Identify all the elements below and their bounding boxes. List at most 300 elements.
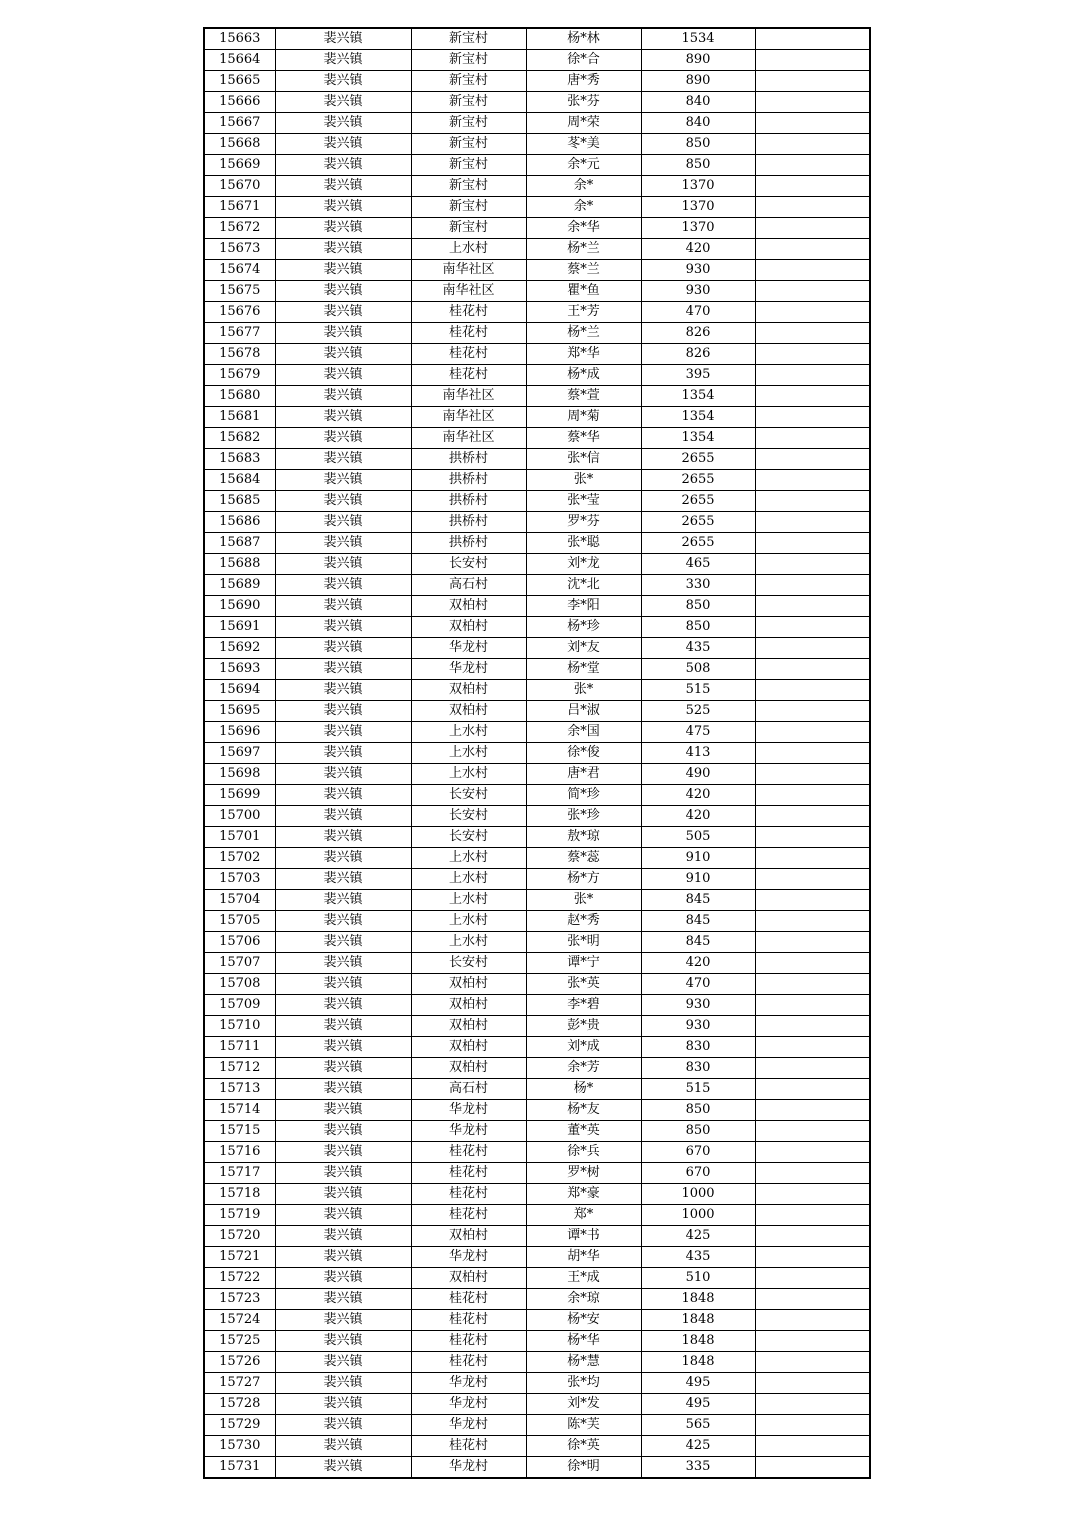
remark-cell [755, 1415, 870, 1436]
village-cell: 桂花村 [411, 1352, 526, 1373]
town-cell: 裴兴镇 [275, 1100, 411, 1121]
table-row [204, 1331, 870, 1352]
serial-number-cell: 15677 [204, 323, 275, 344]
serial-number-cell: 15667 [204, 113, 275, 134]
serial-number-cell: 15694 [204, 680, 275, 701]
remark-cell [755, 302, 870, 323]
serial-number-cell: 15705 [204, 911, 275, 932]
village-cell: 南华社区 [411, 428, 526, 449]
name-cell: 彭*贵 [526, 1016, 641, 1037]
amount-cell: 425 [641, 1226, 755, 1247]
table-row [204, 785, 870, 806]
town-cell: 裴兴镇 [275, 617, 411, 638]
table-row [204, 134, 870, 155]
village-cell: 华龙村 [411, 1121, 526, 1142]
remark-cell [755, 1226, 870, 1247]
data-table [203, 27, 871, 1479]
name-cell: 唐*君 [526, 764, 641, 785]
table-row [204, 806, 870, 827]
amount-cell: 826 [641, 323, 755, 344]
town-cell: 裴兴镇 [275, 680, 411, 701]
remark-cell [755, 1037, 870, 1058]
village-cell: 拱桥村 [411, 533, 526, 554]
amount-cell: 890 [641, 71, 755, 92]
table-row [204, 386, 870, 407]
town-cell: 裴兴镇 [275, 470, 411, 491]
town-cell: 裴兴镇 [275, 28, 411, 50]
town-cell: 裴兴镇 [275, 554, 411, 575]
town-cell: 裴兴镇 [275, 785, 411, 806]
table-row [204, 869, 870, 890]
name-cell: 杨*珍 [526, 617, 641, 638]
amount-cell: 2655 [641, 512, 755, 533]
table-row [204, 344, 870, 365]
table-row [204, 827, 870, 848]
name-cell: 张* [526, 680, 641, 701]
serial-number-cell: 15693 [204, 659, 275, 680]
name-cell: 郑*华 [526, 344, 641, 365]
table-row [204, 596, 870, 617]
remark-cell [755, 113, 870, 134]
serial-number-cell: 15691 [204, 617, 275, 638]
name-cell: 徐*明 [526, 1457, 641, 1479]
village-cell: 桂花村 [411, 1436, 526, 1457]
table-row [204, 890, 870, 911]
remark-cell [755, 1205, 870, 1226]
remark-cell [755, 281, 870, 302]
remark-cell [755, 659, 870, 680]
amount-cell: 475 [641, 722, 755, 743]
amount-cell: 505 [641, 827, 755, 848]
remark-cell [755, 890, 870, 911]
village-cell: 桂花村 [411, 1205, 526, 1226]
remark-cell [755, 428, 870, 449]
serial-number-cell: 15723 [204, 1289, 275, 1310]
serial-number-cell: 15707 [204, 953, 275, 974]
remark-cell [755, 323, 870, 344]
serial-number-cell: 15729 [204, 1415, 275, 1436]
town-cell: 裴兴镇 [275, 491, 411, 512]
remark-cell [755, 1436, 870, 1457]
village-cell: 桂花村 [411, 1184, 526, 1205]
town-cell: 裴兴镇 [275, 1016, 411, 1037]
name-cell: 余*琼 [526, 1289, 641, 1310]
amount-cell: 930 [641, 260, 755, 281]
amount-cell: 2655 [641, 533, 755, 554]
table-row [204, 92, 870, 113]
remark-cell [755, 554, 870, 575]
table-row [204, 995, 870, 1016]
serial-number-cell: 15728 [204, 1394, 275, 1415]
serial-number-cell: 15702 [204, 848, 275, 869]
amount-cell: 470 [641, 974, 755, 995]
town-cell: 裴兴镇 [275, 260, 411, 281]
table-row [204, 743, 870, 764]
amount-cell: 1000 [641, 1205, 755, 1226]
serial-number-cell: 15666 [204, 92, 275, 113]
village-cell: 上水村 [411, 869, 526, 890]
remark-cell [755, 344, 870, 365]
serial-number-cell: 15726 [204, 1352, 275, 1373]
remark-cell [755, 1457, 870, 1479]
village-cell: 双柏村 [411, 680, 526, 701]
village-cell: 南华社区 [411, 281, 526, 302]
serial-number-cell: 15727 [204, 1373, 275, 1394]
remark-cell [755, 1184, 870, 1205]
name-cell: 杨*堂 [526, 659, 641, 680]
name-cell: 杨*友 [526, 1100, 641, 1121]
remark-cell [755, 28, 870, 50]
remark-cell [755, 1121, 870, 1142]
amount-cell: 1370 [641, 197, 755, 218]
amount-cell: 515 [641, 680, 755, 701]
remark-cell [755, 239, 870, 260]
amount-cell: 515 [641, 1079, 755, 1100]
town-cell: 裴兴镇 [275, 92, 411, 113]
amount-cell: 670 [641, 1163, 755, 1184]
village-cell: 双柏村 [411, 1058, 526, 1079]
remark-cell [755, 1310, 870, 1331]
serial-number-cell: 15692 [204, 638, 275, 659]
serial-number-cell: 15699 [204, 785, 275, 806]
table-row [204, 1142, 870, 1163]
table-row [204, 1394, 870, 1415]
name-cell: 杨*华 [526, 1331, 641, 1352]
serial-number-cell: 15675 [204, 281, 275, 302]
serial-number-cell: 15710 [204, 1016, 275, 1037]
village-cell: 新宝村 [411, 176, 526, 197]
town-cell: 裴兴镇 [275, 764, 411, 785]
name-cell: 赵*秀 [526, 911, 641, 932]
remark-cell [755, 911, 870, 932]
town-cell: 裴兴镇 [275, 701, 411, 722]
name-cell: 张*明 [526, 932, 641, 953]
remark-cell [755, 1352, 870, 1373]
table-row [204, 1457, 870, 1479]
name-cell: 杨*兰 [526, 323, 641, 344]
name-cell: 沈*北 [526, 575, 641, 596]
village-cell: 双柏村 [411, 1037, 526, 1058]
town-cell: 裴兴镇 [275, 323, 411, 344]
serial-number-cell: 15665 [204, 71, 275, 92]
village-cell: 桂花村 [411, 1163, 526, 1184]
amount-cell: 490 [641, 764, 755, 785]
amount-cell: 840 [641, 92, 755, 113]
village-cell: 华龙村 [411, 1100, 526, 1121]
remark-cell [755, 806, 870, 827]
remark-cell [755, 1100, 870, 1121]
village-cell: 长安村 [411, 806, 526, 827]
name-cell: 谭*宁 [526, 953, 641, 974]
serial-number-cell: 15687 [204, 533, 275, 554]
amount-cell: 1848 [641, 1352, 755, 1373]
amount-cell: 850 [641, 1100, 755, 1121]
name-cell: 张*英 [526, 974, 641, 995]
town-cell: 裴兴镇 [275, 1394, 411, 1415]
town-cell: 裴兴镇 [275, 1226, 411, 1247]
village-cell: 双柏村 [411, 617, 526, 638]
serial-number-cell: 15717 [204, 1163, 275, 1184]
remark-cell [755, 50, 870, 71]
name-cell: 王*成 [526, 1268, 641, 1289]
name-cell: 陈*芙 [526, 1415, 641, 1436]
amount-cell: 850 [641, 155, 755, 176]
serial-number-cell: 15663 [204, 28, 275, 50]
village-cell: 上水村 [411, 722, 526, 743]
remark-cell [755, 71, 870, 92]
name-cell: 吕*淑 [526, 701, 641, 722]
village-cell: 华龙村 [411, 638, 526, 659]
table-row [204, 1436, 870, 1457]
amount-cell: 1848 [641, 1310, 755, 1331]
table-row [204, 1079, 870, 1100]
name-cell: 董*英 [526, 1121, 641, 1142]
amount-cell: 845 [641, 890, 755, 911]
remark-cell [755, 596, 870, 617]
town-cell: 裴兴镇 [275, 428, 411, 449]
amount-cell: 465 [641, 554, 755, 575]
name-cell: 张* [526, 890, 641, 911]
town-cell: 裴兴镇 [275, 1310, 411, 1331]
amount-cell: 670 [641, 1142, 755, 1163]
village-cell: 长安村 [411, 953, 526, 974]
remark-cell [755, 1142, 870, 1163]
amount-cell: 1370 [641, 176, 755, 197]
village-cell: 长安村 [411, 827, 526, 848]
table-row [204, 722, 870, 743]
amount-cell: 425 [641, 1436, 755, 1457]
serial-number-cell: 15715 [204, 1121, 275, 1142]
table-row [204, 1184, 870, 1205]
serial-number-cell: 15682 [204, 428, 275, 449]
table-row [204, 512, 870, 533]
serial-number-cell: 15696 [204, 722, 275, 743]
table-row [204, 218, 870, 239]
table-row [204, 659, 870, 680]
name-cell: 张*聪 [526, 533, 641, 554]
name-cell: 杨*方 [526, 869, 641, 890]
village-cell: 拱桥村 [411, 470, 526, 491]
amount-cell: 335 [641, 1457, 755, 1479]
town-cell: 裴兴镇 [275, 281, 411, 302]
town-cell: 裴兴镇 [275, 1205, 411, 1226]
town-cell: 裴兴镇 [275, 659, 411, 680]
town-cell: 裴兴镇 [275, 1142, 411, 1163]
table-row [204, 1373, 870, 1394]
serial-number-cell: 15664 [204, 50, 275, 71]
serial-number-cell: 15679 [204, 365, 275, 386]
remark-cell [755, 701, 870, 722]
town-cell: 裴兴镇 [275, 533, 411, 554]
village-cell: 双柏村 [411, 701, 526, 722]
village-cell: 新宝村 [411, 92, 526, 113]
town-cell: 裴兴镇 [275, 218, 411, 239]
serial-number-cell: 15701 [204, 827, 275, 848]
town-cell: 裴兴镇 [275, 386, 411, 407]
serial-number-cell: 15695 [204, 701, 275, 722]
town-cell: 裴兴镇 [275, 1436, 411, 1457]
village-cell: 桂花村 [411, 1331, 526, 1352]
name-cell: 杨*成 [526, 365, 641, 386]
serial-number-cell: 15676 [204, 302, 275, 323]
name-cell: 张*莹 [526, 491, 641, 512]
village-cell: 新宝村 [411, 71, 526, 92]
town-cell: 裴兴镇 [275, 155, 411, 176]
name-cell: 蔡*萱 [526, 386, 641, 407]
village-cell: 华龙村 [411, 659, 526, 680]
town-cell: 裴兴镇 [275, 1373, 411, 1394]
table-row [204, 617, 870, 638]
serial-number-cell: 15680 [204, 386, 275, 407]
village-cell: 长安村 [411, 785, 526, 806]
remark-cell [755, 218, 870, 239]
table-row [204, 1226, 870, 1247]
remark-cell [755, 134, 870, 155]
serial-number-cell: 15681 [204, 407, 275, 428]
town-cell: 裴兴镇 [275, 134, 411, 155]
table-row [204, 533, 870, 554]
name-cell: 罗*芬 [526, 512, 641, 533]
town-cell: 裴兴镇 [275, 71, 411, 92]
serial-number-cell: 15670 [204, 176, 275, 197]
village-cell: 桂花村 [411, 302, 526, 323]
table-row [204, 638, 870, 659]
village-cell: 拱桥村 [411, 512, 526, 533]
amount-cell: 1370 [641, 218, 755, 239]
table-row [204, 1058, 870, 1079]
town-cell: 裴兴镇 [275, 512, 411, 533]
amount-cell: 830 [641, 1037, 755, 1058]
town-cell: 裴兴镇 [275, 932, 411, 953]
remark-cell [755, 743, 870, 764]
town-cell: 裴兴镇 [275, 407, 411, 428]
remark-cell [755, 638, 870, 659]
table-row [204, 575, 870, 596]
name-cell: 刘*发 [526, 1394, 641, 1415]
table-row [204, 28, 870, 50]
name-cell: 李*阳 [526, 596, 641, 617]
amount-cell: 330 [641, 575, 755, 596]
amount-cell: 930 [641, 1016, 755, 1037]
amount-cell: 510 [641, 1268, 755, 1289]
name-cell: 余* [526, 197, 641, 218]
table-row [204, 1205, 870, 1226]
serial-number-cell: 15698 [204, 764, 275, 785]
name-cell: 胡*华 [526, 1247, 641, 1268]
town-cell: 裴兴镇 [275, 638, 411, 659]
name-cell: 徐*俊 [526, 743, 641, 764]
serial-number-cell: 15674 [204, 260, 275, 281]
serial-number-cell: 15700 [204, 806, 275, 827]
town-cell: 裴兴镇 [275, 1058, 411, 1079]
remark-cell [755, 848, 870, 869]
amount-cell: 850 [641, 617, 755, 638]
name-cell: 张* [526, 470, 641, 491]
village-cell: 双柏村 [411, 596, 526, 617]
name-cell: 周*荣 [526, 113, 641, 134]
serial-number-cell: 15713 [204, 1079, 275, 1100]
amount-cell: 2655 [641, 449, 755, 470]
serial-number-cell: 15720 [204, 1226, 275, 1247]
serial-number-cell: 15712 [204, 1058, 275, 1079]
village-cell: 桂花村 [411, 1289, 526, 1310]
remark-cell [755, 869, 870, 890]
village-cell: 双柏村 [411, 1016, 526, 1037]
table-row [204, 1352, 870, 1373]
remark-cell [755, 953, 870, 974]
remark-cell [755, 764, 870, 785]
serial-number-cell: 15714 [204, 1100, 275, 1121]
remark-cell [755, 1058, 870, 1079]
table-body [204, 28, 870, 1478]
table-row [204, 1163, 870, 1184]
name-cell: 张*珍 [526, 806, 641, 827]
serial-number-cell: 15709 [204, 995, 275, 1016]
serial-number-cell: 15716 [204, 1142, 275, 1163]
name-cell: 苳*美 [526, 134, 641, 155]
name-cell: 杨* [526, 1079, 641, 1100]
town-cell: 裴兴镇 [275, 1415, 411, 1436]
serial-number-cell: 15683 [204, 449, 275, 470]
remark-cell [755, 1268, 870, 1289]
town-cell: 裴兴镇 [275, 239, 411, 260]
serial-number-cell: 15711 [204, 1037, 275, 1058]
serial-number-cell: 15725 [204, 1331, 275, 1352]
table-row [204, 470, 870, 491]
table-row [204, 1121, 870, 1142]
village-cell: 桂花村 [411, 1310, 526, 1331]
remark-cell [755, 932, 870, 953]
name-cell: 蔡*蕊 [526, 848, 641, 869]
name-cell: 刘*成 [526, 1037, 641, 1058]
village-cell: 南华社区 [411, 386, 526, 407]
town-cell: 裴兴镇 [275, 1079, 411, 1100]
serial-number-cell: 15684 [204, 470, 275, 491]
table-row [204, 1100, 870, 1121]
name-cell: 张*均 [526, 1373, 641, 1394]
table-row [204, 281, 870, 302]
table-row [204, 1289, 870, 1310]
remark-cell [755, 155, 870, 176]
village-cell: 高石村 [411, 575, 526, 596]
table-row [204, 176, 870, 197]
table-row [204, 50, 870, 71]
serial-number-cell: 15668 [204, 134, 275, 155]
serial-number-cell: 15672 [204, 218, 275, 239]
amount-cell: 495 [641, 1373, 755, 1394]
amount-cell: 495 [641, 1394, 755, 1415]
name-cell: 徐*合 [526, 50, 641, 71]
name-cell: 周*菊 [526, 407, 641, 428]
village-cell: 双柏村 [411, 995, 526, 1016]
village-cell: 新宝村 [411, 197, 526, 218]
name-cell: 杨*林 [526, 28, 641, 50]
amount-cell: 830 [641, 1058, 755, 1079]
amount-cell: 890 [641, 50, 755, 71]
serial-number-cell: 15718 [204, 1184, 275, 1205]
remark-cell [755, 197, 870, 218]
name-cell: 蔡*华 [526, 428, 641, 449]
village-cell: 拱桥村 [411, 491, 526, 512]
amount-cell: 1354 [641, 386, 755, 407]
remark-cell [755, 260, 870, 281]
remark-cell [755, 512, 870, 533]
remark-cell [755, 1016, 870, 1037]
table-row [204, 365, 870, 386]
serial-number-cell: 15706 [204, 932, 275, 953]
serial-number-cell: 15686 [204, 512, 275, 533]
table-row [204, 71, 870, 92]
